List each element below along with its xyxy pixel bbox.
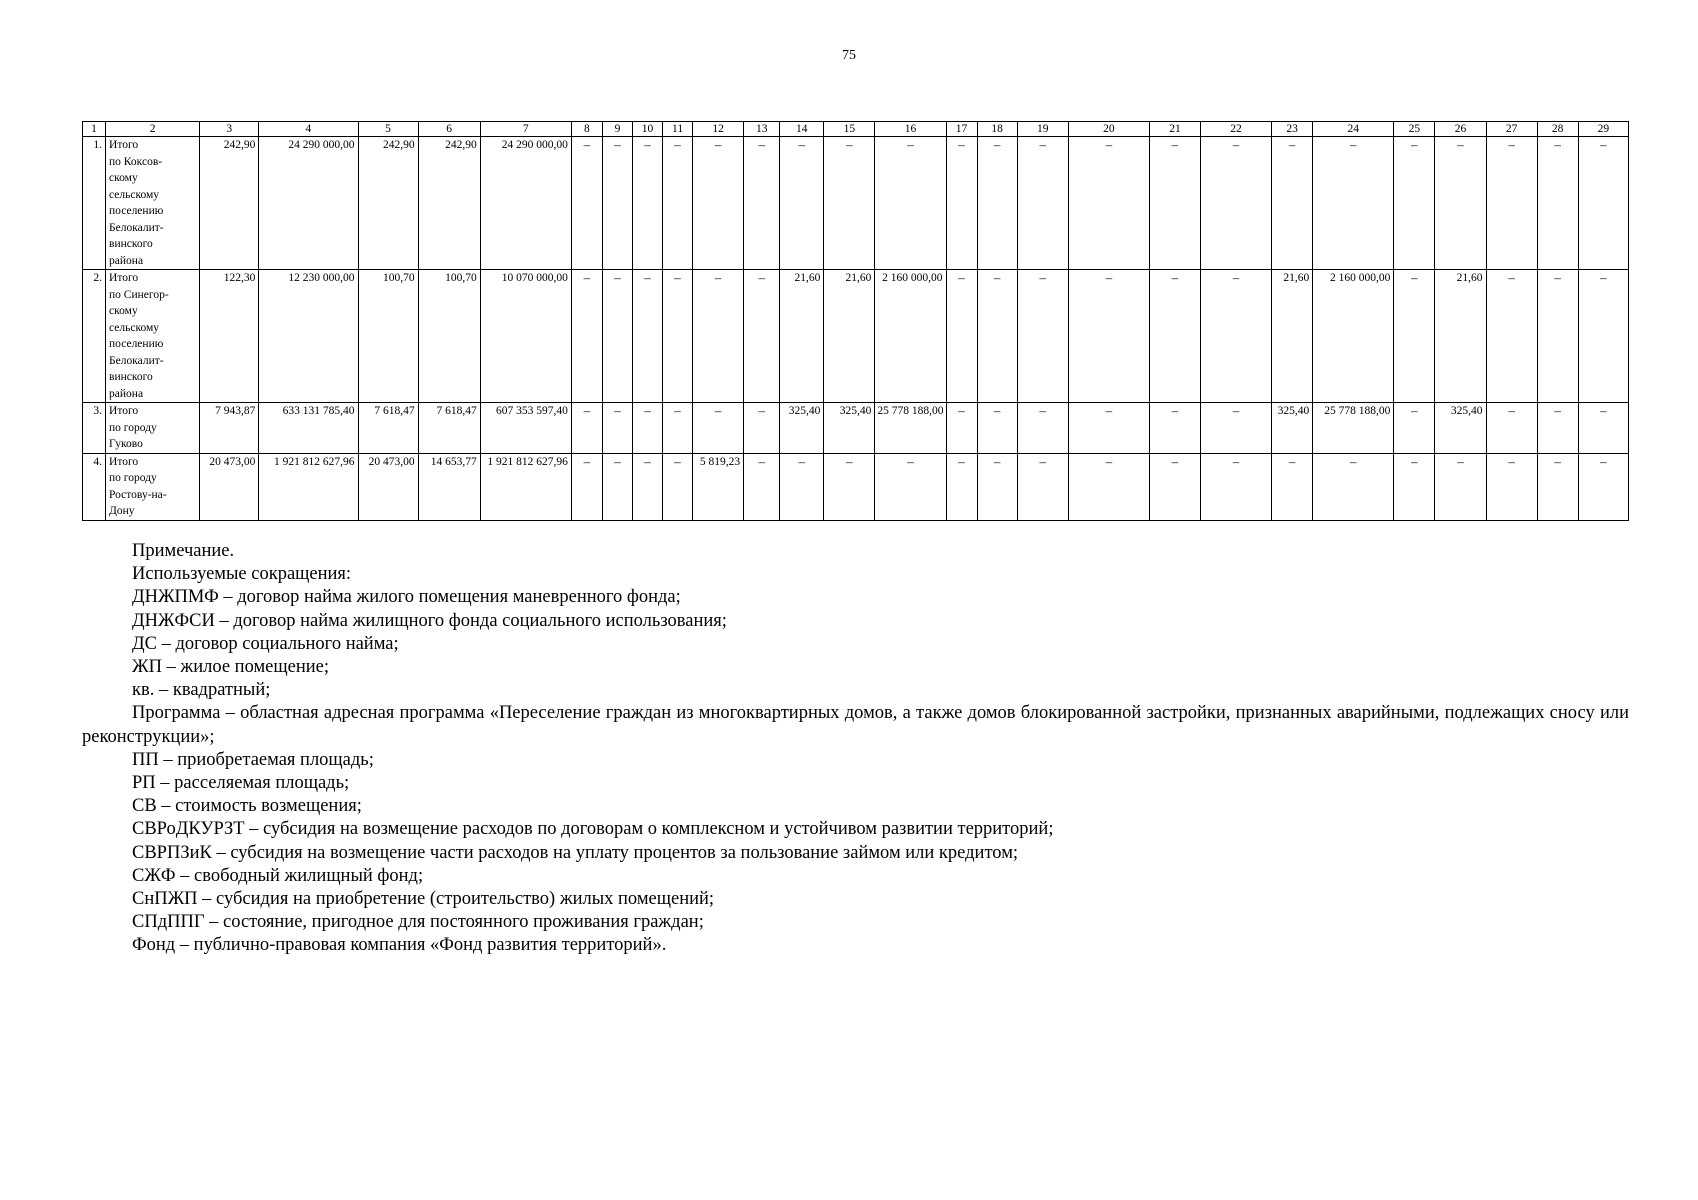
empty-value-dash: – <box>1272 453 1313 520</box>
table-cell-value: 1 921 812 627,96 <box>259 453 358 520</box>
empty-value-dash: – <box>663 403 693 454</box>
abbreviation-item: ЖП – жилое помещение; <box>132 657 329 678</box>
empty-value-dash: – <box>946 453 977 520</box>
empty-value-dash: – <box>780 137 824 270</box>
empty-value-dash: – <box>1578 137 1628 270</box>
empty-value-dash: – <box>1017 270 1068 403</box>
column-header: 6 <box>418 122 480 137</box>
column-header: 3 <box>200 122 259 137</box>
empty-value-dash: – <box>1017 137 1068 270</box>
empty-value-dash: – <box>1200 137 1271 270</box>
table-cell-value: 100,70 <box>358 270 418 403</box>
empty-value-dash: – <box>602 137 632 270</box>
column-header: 15 <box>824 122 875 137</box>
column-header: 25 <box>1394 122 1435 137</box>
empty-value-dash: – <box>1394 453 1435 520</box>
empty-value-dash: – <box>977 403 1017 454</box>
empty-value-dash: – <box>780 453 824 520</box>
column-header: 24 <box>1313 122 1394 137</box>
row-number: 3. <box>83 403 106 454</box>
table-cell-value: 14 653,77 <box>418 453 480 520</box>
empty-value-dash: – <box>632 137 662 270</box>
column-header: 4 <box>259 122 358 137</box>
empty-value-dash: – <box>1200 270 1271 403</box>
column-header: 7 <box>480 122 571 137</box>
empty-value-dash: – <box>1068 453 1149 520</box>
abbreviation-item: ДНЖФСИ – договор найма жилищного фонда социального использования; <box>132 610 727 631</box>
empty-value-dash: – <box>1435 453 1486 520</box>
column-header: 21 <box>1149 122 1200 137</box>
empty-value-dash: – <box>977 270 1017 403</box>
empty-value-dash: – <box>1537 403 1578 454</box>
table-cell-value: 7 618,47 <box>358 403 418 454</box>
table-cell-value: 10 070 000,00 <box>480 270 571 403</box>
table-cell-value: 325,40 <box>1272 403 1313 454</box>
column-header: 20 <box>1068 122 1149 137</box>
empty-value-dash: – <box>602 270 632 403</box>
abbreviation-item: Фонд – публично-правовая компания «Фонд развития территорий». <box>132 935 667 956</box>
abbreviation-item: ПП – приобретаемая площадь; <box>132 749 374 770</box>
empty-value-dash: – <box>632 403 662 454</box>
table-cell-value: 325,40 <box>1435 403 1486 454</box>
column-header: 19 <box>1017 122 1068 137</box>
empty-value-dash: – <box>571 453 602 520</box>
empty-value-dash: – <box>1017 403 1068 454</box>
table-cell-value: 21,60 <box>824 270 875 403</box>
empty-value-dash: – <box>663 453 693 520</box>
empty-value-dash: – <box>1149 453 1200 520</box>
table-cell-value: 7 943,87 <box>200 403 259 454</box>
empty-value-dash: – <box>1149 137 1200 270</box>
empty-value-dash: – <box>1200 403 1271 454</box>
abbreviation-item: СПдППГ – состояние, пригодное для постоянного проживания граждан; <box>132 912 704 933</box>
empty-value-dash: – <box>744 137 780 270</box>
data-table <box>82 121 1629 521</box>
table-cell-value: 1 921 812 627,96 <box>480 453 571 520</box>
column-header: 1 <box>83 122 106 137</box>
column-header: 18 <box>977 122 1017 137</box>
empty-value-dash: – <box>1486 270 1537 403</box>
empty-value-dash: – <box>1149 403 1200 454</box>
empty-value-dash: – <box>602 453 632 520</box>
table-cell-value: 607 353 597,40 <box>480 403 571 454</box>
empty-value-dash: – <box>824 453 875 520</box>
table-row <box>83 270 1629 403</box>
table-cell-value: 7 618,47 <box>418 403 480 454</box>
empty-value-dash: – <box>744 403 780 454</box>
empty-value-dash: – <box>632 453 662 520</box>
table-cell-value: 100,70 <box>418 270 480 403</box>
empty-value-dash: – <box>875 453 946 520</box>
empty-value-dash: – <box>1313 137 1394 270</box>
table-cell-value: 325,40 <box>780 403 824 454</box>
empty-value-dash: – <box>977 453 1017 520</box>
table-row <box>83 137 1629 270</box>
column-header: 14 <box>780 122 824 137</box>
row-name: Итого по Синегор- скому сельскому поселению Белокалит- винского района <box>106 270 200 403</box>
table-cell-value: 2 160 000,00 <box>875 270 946 403</box>
table-cell-value: 21,60 <box>780 270 824 403</box>
empty-value-dash: – <box>1578 270 1628 403</box>
empty-value-dash: – <box>693 137 744 270</box>
abbreviation-list <box>82 586 1629 957</box>
table-cell-value: 24 290 000,00 <box>480 137 571 270</box>
table-cell-value: 20 473,00 <box>358 453 418 520</box>
table-cell-value: 25 778 188,00 <box>875 403 946 454</box>
empty-value-dash: – <box>1394 137 1435 270</box>
table-cell-value: 633 131 785,40 <box>259 403 358 454</box>
column-header: 17 <box>946 122 977 137</box>
table-row <box>83 403 1629 454</box>
table-cell-value: 25 778 188,00 <box>1313 403 1394 454</box>
row-name: Итого по городу Гуково <box>106 403 200 454</box>
empty-value-dash: – <box>1017 453 1068 520</box>
column-header: 16 <box>875 122 946 137</box>
table-cell-value: 242,90 <box>358 137 418 270</box>
table-header-row <box>83 122 1629 137</box>
abbreviation-item: СнПЖП – субсидия на приобретение (строительство) жилых помещений; <box>132 889 715 910</box>
empty-value-dash: – <box>1394 270 1435 403</box>
notes-title: Примечание. <box>132 541 235 561</box>
abbreviation-item: кв. – квадратный; <box>132 680 271 701</box>
empty-value-dash: – <box>1537 137 1578 270</box>
column-header: 22 <box>1200 122 1271 137</box>
column-header: 23 <box>1272 122 1313 137</box>
empty-value-dash: – <box>1435 137 1486 270</box>
table-cell-value: 20 473,00 <box>200 453 259 520</box>
empty-value-dash: – <box>744 453 780 520</box>
abbreviation-item: РП – расселяемая площадь; <box>132 773 350 794</box>
empty-value-dash: – <box>1537 270 1578 403</box>
empty-value-dash: – <box>1068 137 1149 270</box>
row-number: 4. <box>83 453 106 520</box>
abbreviation-item: СВРПЗиК – субсидия на возмещение части расходов на уплату процентов за пользование займом или кредитом; <box>132 842 1019 863</box>
empty-value-dash: – <box>693 270 744 403</box>
notes-section <box>82 540 1629 958</box>
table-cell-value: 21,60 <box>1272 270 1313 403</box>
empty-value-dash: – <box>1272 137 1313 270</box>
empty-value-dash: – <box>632 270 662 403</box>
empty-value-dash: – <box>1313 453 1394 520</box>
table-cell-value: 5 819,23 <box>693 453 744 520</box>
table-cell-value: 21,60 <box>1435 270 1486 403</box>
table-cell-value: 24 290 000,00 <box>259 137 358 270</box>
page-number: 75 <box>842 48 856 63</box>
empty-value-dash: – <box>1486 137 1537 270</box>
column-header: 27 <box>1486 122 1537 137</box>
empty-value-dash: – <box>571 403 602 454</box>
empty-value-dash: – <box>946 137 977 270</box>
empty-value-dash: – <box>946 403 977 454</box>
table-cell-value: 325,40 <box>824 403 875 454</box>
row-number: 2. <box>83 270 106 403</box>
table-cell-value: 242,90 <box>200 137 259 270</box>
empty-value-dash: – <box>977 137 1017 270</box>
abbreviation-item: СВРоДКУРЗТ – субсидия на возмещение расходов по договорам о комплексном и устойчивом развитии территорий; <box>132 819 1054 840</box>
table-cell-value: 2 160 000,00 <box>1313 270 1394 403</box>
empty-value-dash: – <box>1537 453 1578 520</box>
empty-value-dash: – <box>744 270 780 403</box>
empty-value-dash: – <box>1200 453 1271 520</box>
column-header: 8 <box>571 122 602 137</box>
empty-value-dash: – <box>1578 403 1628 454</box>
empty-value-dash: – <box>571 137 602 270</box>
empty-value-dash: – <box>571 270 602 403</box>
row-name: Итого по городу Ростову-на- Дону <box>106 453 200 520</box>
column-header: 29 <box>1578 122 1628 137</box>
column-header: 11 <box>663 122 693 137</box>
column-header: 9 <box>602 122 632 137</box>
column-header: 5 <box>358 122 418 137</box>
abbreviation-item: Программа – областная адресная программа «Переселение граждан из многоквартирных домов, а также домов блокированной застройки, признанных аварийными, подлежащих сносу или реконструкции»; <box>82 703 1629 747</box>
empty-value-dash: – <box>946 270 977 403</box>
column-header: 28 <box>1537 122 1578 137</box>
empty-value-dash: – <box>1068 270 1149 403</box>
empty-value-dash: – <box>663 137 693 270</box>
notes-subtitle: Используемые сокращения: <box>132 564 352 585</box>
empty-value-dash: – <box>875 137 946 270</box>
column-header: 13 <box>744 122 780 137</box>
column-header: 2 <box>106 122 200 137</box>
empty-value-dash: – <box>693 403 744 454</box>
table-cell-value: 242,90 <box>418 137 480 270</box>
row-number: 1. <box>83 137 106 270</box>
column-header: 10 <box>632 122 662 137</box>
empty-value-dash: – <box>1068 403 1149 454</box>
abbreviation-item: ДС – договор социального найма; <box>132 633 399 654</box>
column-header: 26 <box>1435 122 1486 137</box>
empty-value-dash: – <box>663 270 693 403</box>
column-header: 12 <box>693 122 744 137</box>
empty-value-dash: – <box>1486 453 1537 520</box>
empty-value-dash: – <box>824 137 875 270</box>
table-cell-value: 122,30 <box>200 270 259 403</box>
empty-value-dash: – <box>1394 403 1435 454</box>
empty-value-dash: – <box>1578 453 1628 520</box>
table-row <box>83 453 1629 520</box>
empty-value-dash: – <box>602 403 632 454</box>
row-name: Итого по Коксов- скому сельскому поселению Белокалит- винского района <box>106 137 200 270</box>
abbreviation-item: СЖФ – свободный жилищный фонд; <box>132 865 424 886</box>
empty-value-dash: – <box>1486 403 1537 454</box>
abbreviation-item: ДНЖПМФ – договор найма жилого помещения маневренного фонда; <box>132 587 681 608</box>
empty-value-dash: – <box>1149 270 1200 403</box>
abbreviation-item: СВ – стоимость возмещения; <box>132 796 362 817</box>
table-cell-value: 12 230 000,00 <box>259 270 358 403</box>
